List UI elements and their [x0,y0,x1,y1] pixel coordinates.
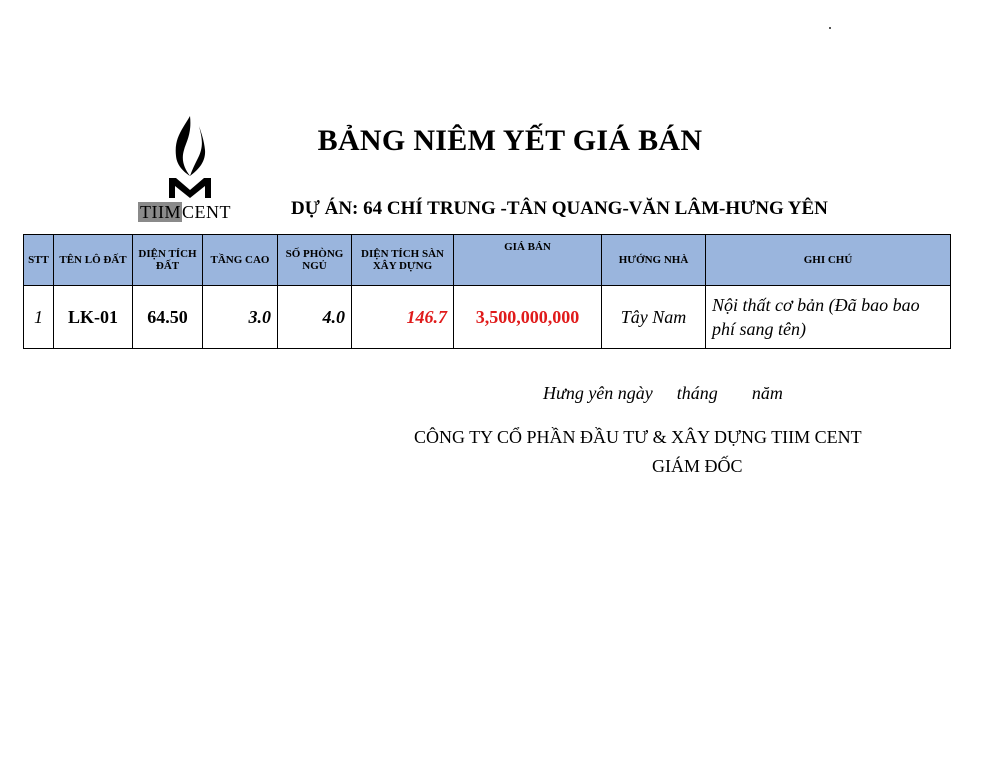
header-dt-san: DIỆN TÍCH SÀN XÂY DỰNG [352,235,454,286]
cell-so-phong: 4.0 [278,286,352,349]
header-gia-ban: GIÁ BÁN [454,235,602,286]
page-title: BẢNG NIÊM YẾT GIÁ BÁN [317,124,703,157]
cell-dt-san: 146.7 [352,286,454,349]
logo-text-highlight: TIIM [140,202,181,222]
cell-dien-tich: 64.50 [133,286,203,349]
speck [829,27,831,29]
flame-logo-icon [168,116,212,200]
header-so-phong: SỐ PHÒNG NGỦ [278,235,352,286]
header-tang-cao: TẦNG CAO [203,235,278,286]
header-huong: HƯỚNG NHÀ [602,235,706,286]
header-ghi-chu: GHI CHÚ [706,235,951,286]
project-heading: DỰ ÁN: 64 CHÍ TRUNG -TÂN QUANG-VĂN LÂM-HƯNG YÊN [291,198,828,219]
price-table [23,234,951,349]
date-ngay: Hưng yên ngày [543,383,653,403]
date-nam: năm [751,383,783,403]
logo-text-rest: CENT [182,202,231,222]
date-thang: tháng [676,383,718,403]
cell-huong: Tây Nam [602,286,706,349]
cell-ten-lo: LK-01 [54,286,133,349]
logo-wordmark [138,202,231,222]
header-stt: STT [24,235,54,286]
company-name: CÔNG TY CỔ PHẦN ĐẦU TƯ & XÂY DỰNG TIIM CENT [414,427,862,447]
cell-ghi-chu: Nội thất cơ bản (Đã bao bao phí sang tên) [706,286,951,349]
table-header-row [24,235,951,286]
cell-stt: 1 [24,286,54,349]
company-logo [138,116,242,224]
table-row [24,286,951,349]
header-dien-tich: DIỆN TÍCH ĐẤT [133,235,203,286]
cell-tang-cao: 3.0 [203,286,278,349]
cell-gia-ban: 3,500,000,000 [454,286,602,349]
header-ten-lo: TÊN LÔ ĐẤT [54,235,133,286]
signer-title: GIÁM ĐỐC [652,456,743,476]
date-line [543,383,783,404]
